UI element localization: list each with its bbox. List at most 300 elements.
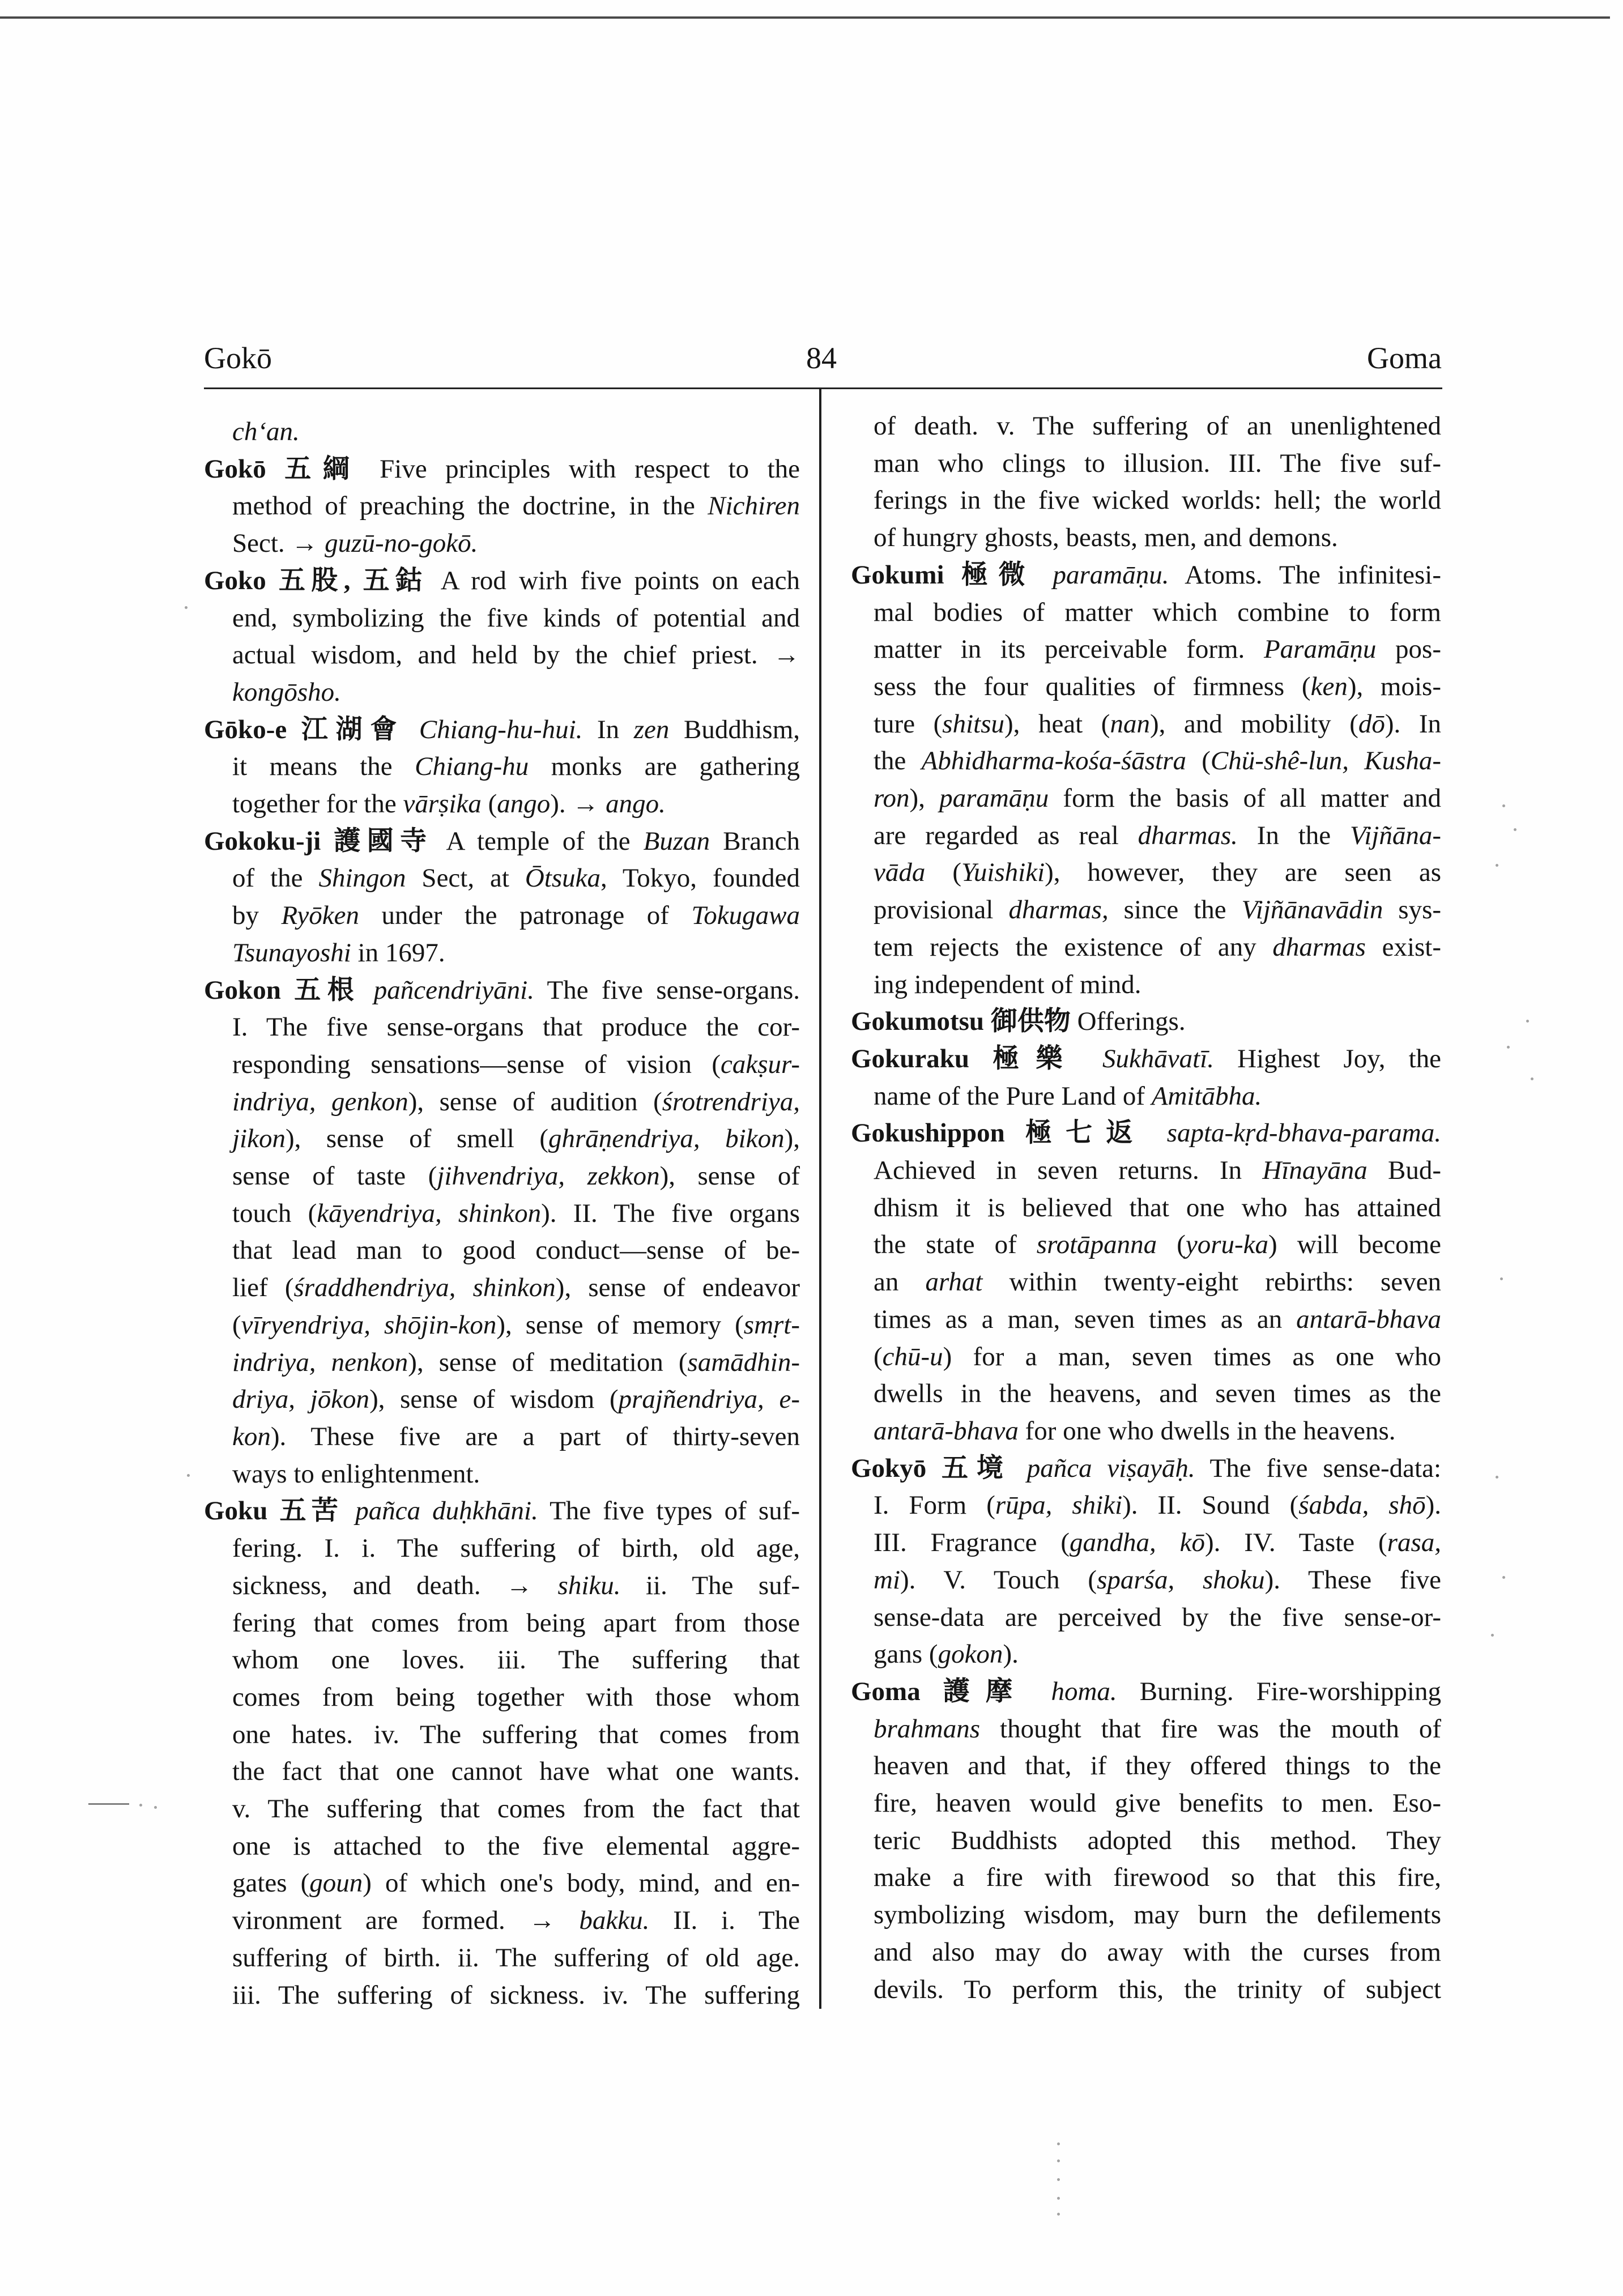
headword: Gokushippon	[851, 1118, 1025, 1148]
text-run: matter in its perceivable form.	[874, 634, 1264, 664]
text-line	[874, 1487, 1441, 1524]
scan-speck	[1526, 1020, 1529, 1023]
headword-kanji: 五根	[294, 975, 374, 1005]
text-run: ). →	[550, 789, 606, 819]
text-run: in 1697.	[351, 938, 445, 968]
text-line	[874, 1339, 1441, 1376]
text-line	[232, 637, 800, 674]
text-line	[204, 823, 800, 861]
text-run: monks are gathering	[529, 752, 800, 782]
italic-term: vāda	[874, 858, 926, 888]
text-run: (	[232, 1310, 241, 1340]
italic-term: Yuishiki	[961, 858, 1045, 888]
text-run: fering. I. i. The suffering of birth, old age,	[232, 1533, 800, 1564]
dictionary-entry	[851, 1450, 1441, 1673]
text-line	[874, 817, 1441, 855]
italic-term: jikon	[232, 1124, 286, 1154]
italic-term: driya, jōkon	[232, 1385, 370, 1415]
text-run: exist-	[1365, 932, 1442, 962]
italic-term: jihvendriya, zekkon	[437, 1161, 660, 1191]
text-line	[874, 1934, 1441, 1971]
headword-kanji: 極樂	[992, 1043, 1102, 1074]
text-line	[232, 414, 800, 451]
italic-term: paramāṇu	[939, 783, 1049, 813]
italic-term: Ōtsuka	[525, 863, 601, 893]
headword: Goku	[204, 1496, 280, 1526]
scan-speck	[1057, 2197, 1060, 2200]
text-run: Sect. →	[232, 529, 325, 559]
italic-term: ango	[497, 789, 551, 819]
text-run: thought that fire was the mouth of	[980, 1714, 1441, 1744]
italic-term: mi	[874, 1565, 900, 1595]
text-run: provisional	[874, 895, 1009, 925]
italic-term: Chiang-hu-hui.	[419, 714, 583, 744]
text-line	[232, 1605, 800, 1642]
italic-term: Ryōken	[281, 901, 359, 931]
italic-term: sparśa, shoku	[1097, 1565, 1265, 1595]
text-line	[851, 1115, 1441, 1152]
italic-term: antarā-bhava	[1296, 1304, 1441, 1334]
text-run: fire, heaven would give benefits to men. Eso-	[874, 1788, 1441, 1818]
italic-term: śrotrendriya,	[662, 1087, 800, 1117]
text-run: end, symbolizing the five kinds of potential and	[232, 603, 800, 633]
italic-term: prajñendriya, e-	[618, 1385, 800, 1415]
scan-speck	[1057, 2213, 1060, 2216]
text-line	[874, 1264, 1441, 1301]
headword: Gōko-e	[204, 714, 301, 744]
text-line	[232, 1419, 800, 1456]
text-run: v. The suffering that comes from the fact that	[232, 1794, 800, 1824]
scan-speck	[1496, 1476, 1498, 1479]
italic-term: Buzan	[643, 826, 710, 856]
text-run: In	[582, 714, 634, 744]
text-run: Sect, at	[406, 863, 525, 893]
scan-speck	[1502, 1576, 1505, 1579]
text-line	[232, 1530, 800, 1567]
scan-speck	[139, 1804, 142, 1807]
text-run: gans (	[874, 1639, 938, 1669]
italic-term: brahmans	[874, 1714, 981, 1744]
page-number: 84	[806, 341, 837, 375]
text-run: ), heat (	[1004, 709, 1110, 739]
scan-speck	[185, 606, 188, 609]
text-line	[204, 1493, 800, 1530]
italic-term: chʻan.	[232, 417, 300, 446]
dictionary-entry	[851, 1041, 1441, 1115]
text-run: ),	[784, 1124, 800, 1154]
text-run: ways to enlightenment.	[232, 1459, 480, 1489]
text-run: make a fire with firewood so that this fire,	[874, 1863, 1441, 1893]
entry-continuation	[204, 414, 800, 451]
text-run: the state of	[874, 1230, 1037, 1260]
text-run: sense-data are perceived by the five sense-or-	[874, 1602, 1441, 1632]
text-run: Buddhism,	[669, 714, 800, 744]
text-line	[874, 706, 1441, 743]
italic-term: vārṣika	[403, 789, 482, 819]
text-line	[232, 1642, 800, 1679]
italic-term: arhat	[925, 1267, 983, 1297]
text-run: heaven and that, if they offered things to the	[874, 1751, 1441, 1781]
headword: Goko	[204, 565, 279, 595]
text-line	[232, 1232, 800, 1270]
text-run: I. The five sense-organs that produce the cor-	[232, 1012, 800, 1042]
italic-term: pañca duḥkhāni.	[355, 1496, 538, 1526]
text-run: Five principles with respect to the	[380, 454, 800, 484]
text-line	[851, 1041, 1441, 1078]
headword-kanji: 五苦	[279, 1496, 356, 1526]
text-run: it means the	[232, 752, 415, 782]
dictionary-entry	[851, 1673, 1441, 2008]
text-run: ),	[909, 783, 940, 813]
text-run: Offerings.	[1077, 1007, 1186, 1037]
text-line	[874, 1599, 1441, 1637]
text-run: an	[874, 1267, 926, 1297]
italic-term: śraddhendriya, shinkon	[293, 1273, 556, 1303]
italic-term: Chiang-hu	[415, 752, 529, 782]
text-line	[874, 519, 1441, 557]
text-run: of the	[232, 863, 319, 893]
text-run: mal bodies of matter which combine to form	[874, 597, 1441, 627]
headword-kanji: 江湖會	[301, 714, 419, 744]
italic-term: dharmas	[1272, 932, 1366, 962]
text-line	[851, 1673, 1441, 1711]
text-run: In the	[1237, 820, 1350, 850]
text-run: Highest Joy, the	[1214, 1043, 1441, 1074]
text-line	[874, 1078, 1441, 1115]
italic-term: śabda, shō	[1298, 1490, 1426, 1520]
text-run: suffering of birth. ii. The suffering of old age.	[232, 1943, 800, 1973]
dictionary-entry	[204, 1493, 800, 2014]
text-run: the fact that one cannot have what one wants.	[232, 1757, 800, 1787]
text-line	[874, 631, 1441, 668]
text-run: Achieved in seven returns. In	[874, 1156, 1263, 1186]
headword: Gokoku-ji	[204, 826, 334, 856]
text-run: (	[481, 789, 497, 819]
column-right	[851, 408, 1441, 2008]
text-run: ), sense of audition (	[408, 1087, 662, 1117]
text-run: are regarded as real	[874, 820, 1138, 850]
italic-term: vīryendriya, shōjin-kon	[241, 1310, 497, 1340]
scan-speck	[1500, 1277, 1503, 1280]
text-line	[232, 1977, 800, 2014]
text-line	[232, 1046, 800, 1084]
text-line	[874, 1152, 1441, 1190]
text-run: ), sense of meditation (	[408, 1347, 688, 1377]
headword: Goma	[851, 1676, 943, 1706]
text-line	[232, 1270, 800, 1307]
text-run: ), sense of smell (	[285, 1124, 549, 1154]
italic-term: shiku.	[557, 1570, 621, 1600]
italic-term: srotāpanna	[1036, 1230, 1157, 1260]
headword-kanji: 護國寺	[334, 826, 446, 856]
italic-term: gokon	[938, 1639, 1003, 1669]
text-line	[874, 854, 1441, 892]
text-run: ). V. Touch (	[900, 1565, 1097, 1595]
text-line	[232, 1567, 800, 1605]
italic-term: ron	[874, 783, 910, 813]
headword-kanji: 極七返	[1025, 1118, 1167, 1148]
italic-term: rūpa, shiki	[995, 1490, 1123, 1520]
text-run: for one who dwells in the heavens.	[1018, 1416, 1396, 1446]
text-run: within twenty-eight rebirths: seven	[982, 1267, 1441, 1297]
dictionary-entry	[851, 1003, 1441, 1041]
text-line	[851, 557, 1441, 594]
italic-term: sapta-kṛd-bhava-parama.	[1166, 1118, 1441, 1148]
text-line	[232, 1158, 800, 1195]
text-run: times as a man, seven times as an	[874, 1304, 1297, 1334]
text-line	[874, 408, 1441, 445]
italic-term: zen	[633, 714, 670, 744]
italic-term: pañcendriyāni.	[373, 975, 534, 1005]
dictionary-entry	[204, 712, 800, 823]
italic-term: kon	[232, 1421, 271, 1451]
text-line	[874, 1524, 1441, 1562]
text-run: ), however, they are seen as	[1045, 858, 1442, 888]
text-line	[232, 1307, 800, 1344]
text-line	[874, 1375, 1441, 1413]
dictionary-entry	[204, 823, 800, 972]
text-run: of hungry ghosts, beasts, men, and demons.	[874, 523, 1338, 553]
column-divider	[819, 387, 821, 2009]
text-run: Bud-	[1367, 1156, 1441, 1186]
text-run: sense of taste (	[232, 1161, 437, 1191]
text-run: (	[874, 1341, 883, 1371]
text-line	[874, 1190, 1441, 1227]
text-line	[232, 1865, 800, 1902]
text-line	[232, 860, 800, 897]
scan-speck	[1496, 864, 1498, 867]
text-line	[204, 451, 800, 488]
text-run: ).	[1425, 1490, 1441, 1520]
text-run: ). These five	[1264, 1565, 1441, 1595]
italic-term: guzū-no-gokō.	[325, 529, 478, 559]
italic-term: Amitābha.	[1151, 1081, 1262, 1111]
italic-term: dharmas,	[1008, 895, 1109, 925]
text-line	[232, 748, 800, 786]
text-line	[874, 1413, 1441, 1450]
text-run: actual wisdom, and held by the chief priest. →	[232, 640, 800, 670]
italic-term: rasa,	[1387, 1528, 1441, 1558]
scan-speck	[1491, 1634, 1494, 1637]
text-run: ), mois-	[1347, 671, 1441, 701]
italic-term: cakṣur-	[720, 1049, 800, 1079]
text-line	[874, 1897, 1441, 1934]
text-line	[874, 1226, 1441, 1264]
scan-speck	[1057, 2159, 1060, 2162]
text-line	[232, 786, 800, 823]
text-run: devils. To perform this, the trinity of subject	[874, 1974, 1441, 2004]
text-run: III. Fragrance (	[874, 1528, 1070, 1558]
text-run: under the patronage of	[359, 901, 692, 931]
text-line	[232, 897, 800, 935]
scan-speck	[1514, 828, 1516, 831]
dictionary-entry	[204, 451, 800, 563]
scan-mark	[88, 1803, 129, 1805]
text-run: ), sense of endeavor	[555, 1273, 800, 1303]
text-line	[232, 674, 800, 712]
text-line	[232, 1940, 800, 1977]
dictionary-entry	[204, 972, 800, 1493]
text-line	[232, 600, 800, 637]
text-run: (	[1157, 1230, 1186, 1260]
headword-kanji: 御供物	[990, 1007, 1077, 1037]
scan-speck	[1502, 804, 1505, 807]
text-line	[204, 972, 800, 1009]
scan-speck	[154, 1806, 157, 1809]
text-line	[874, 1748, 1441, 1785]
text-run: one hates. iv. The suffering that comes from	[232, 1719, 800, 1749]
text-run: and also may do away with the curses from	[874, 1937, 1441, 1967]
italic-term: Nichiren	[708, 491, 800, 521]
scan-speck	[1057, 2142, 1060, 2145]
italic-term: dharmas.	[1138, 820, 1238, 850]
text-run: II. i. The	[649, 1906, 800, 1936]
text-run: whom one loves. iii. The suffering that	[232, 1645, 800, 1675]
headword-kanji: 極微	[961, 560, 1053, 590]
text-run: Branch	[710, 826, 800, 856]
headword: Gokumotsu	[851, 1007, 991, 1037]
italic-term: gandha, kō	[1070, 1528, 1205, 1558]
text-run: dhism it is believed that one who has attained	[874, 1192, 1441, 1222]
text-line	[874, 929, 1441, 966]
headword-kanji: 五綱	[284, 454, 380, 484]
text-line	[874, 780, 1441, 817]
text-run: fering that comes from being apart from those	[232, 1608, 800, 1638]
text-run: ing independent of mind.	[874, 969, 1141, 999]
text-line	[874, 594, 1441, 632]
italic-term: Tsunayoshi	[232, 938, 351, 968]
text-line	[232, 525, 800, 563]
text-run: teric Buddhists adopted this method. They	[874, 1825, 1441, 1855]
text-line	[874, 743, 1441, 780]
text-run: responding sensations—sense of vision (	[232, 1049, 721, 1079]
headword: Gokyō	[851, 1453, 942, 1483]
entry-continuation	[851, 408, 1441, 557]
text-line	[204, 712, 800, 749]
text-run: of death. v. The suffering of an unenlightened	[874, 411, 1441, 441]
column-left	[204, 414, 800, 2014]
italic-term: ghrāṇendriya, bikon	[548, 1124, 785, 1154]
headword-kanji: 五境	[941, 1453, 1027, 1483]
text-line	[874, 1859, 1441, 1897]
headword: Gokuraku	[851, 1043, 993, 1074]
headword: Gokō	[204, 454, 285, 484]
text-line	[232, 1381, 800, 1419]
dictionary-entry	[204, 563, 800, 712]
scan-speck	[187, 1474, 190, 1477]
text-line	[851, 1450, 1441, 1488]
text-run: A rod wirh five points on each	[440, 565, 800, 595]
text-run: ). II. Sound (	[1122, 1490, 1299, 1520]
text-line	[232, 1902, 800, 1940]
text-line	[232, 1195, 800, 1233]
text-run: ferings in the five wicked worlds: hell; the world	[874, 485, 1441, 516]
text-run: vironment are formed. →	[232, 1906, 580, 1936]
text-line	[874, 445, 1441, 483]
italic-term: shitsu	[942, 709, 1004, 739]
italic-term: Abhidharma-kośa-śāstra	[921, 746, 1187, 776]
text-run: method of preaching the doctrine, in the	[232, 491, 708, 521]
text-line	[232, 1084, 800, 1121]
text-run: that lead man to good conduct—sense of be-	[232, 1236, 800, 1266]
italic-term: chū-u	[882, 1341, 943, 1371]
text-run: together for the	[232, 789, 403, 819]
italic-term: Paramāṇu	[1263, 634, 1377, 664]
header-rule	[204, 387, 1442, 389]
text-run: ). These five are a part of thirty-seven	[270, 1421, 800, 1451]
italic-term: goun	[309, 1868, 363, 1898]
text-line	[874, 1971, 1441, 2009]
italic-term: Hīnayāna	[1262, 1156, 1368, 1186]
text-line	[874, 1636, 1441, 1673]
text-run: A temple of the	[446, 826, 644, 856]
text-run: pos-	[1376, 634, 1441, 664]
text-line	[232, 1716, 800, 1754]
text-run: symbolizing wisdom, may burn the defilements	[874, 1900, 1441, 1930]
text-run: dwells in the heavens, and seven times as the	[874, 1379, 1441, 1409]
running-head-left: Gokō	[204, 341, 272, 375]
italic-term: Shingon	[318, 863, 406, 893]
text-run: ), and mobility (	[1149, 709, 1358, 739]
headword-kanji: 五股, 五鈷	[278, 565, 441, 595]
text-line	[232, 488, 800, 525]
text-line	[874, 892, 1441, 929]
text-run: since the	[1108, 895, 1242, 925]
italic-term: Vijñānavādin	[1241, 895, 1383, 925]
text-run: , Tokyo, founded	[600, 863, 800, 893]
italic-term: Tokugawa	[691, 901, 800, 931]
dictionary-entry	[851, 1115, 1441, 1450]
text-run: ). II. The five organs	[541, 1198, 800, 1228]
text-run: form the basis of all matter and	[1049, 783, 1441, 813]
italic-term: samādhin-	[687, 1347, 800, 1377]
text-line	[232, 1828, 800, 1865]
text-run: ). IV. Taste (	[1205, 1528, 1387, 1558]
text-line	[851, 1003, 1441, 1041]
italic-term: homa.	[1051, 1676, 1117, 1706]
text-run: ), sense of wisdom (	[369, 1385, 619, 1415]
scan-speck	[1531, 1077, 1533, 1080]
text-run: tem rejects the existence of any	[874, 932, 1273, 962]
text-run: comes from being together with those whom	[232, 1682, 800, 1712]
italic-term: nan	[1110, 709, 1150, 739]
text-run: the	[874, 746, 922, 776]
text-run: ) will become	[1268, 1230, 1442, 1260]
text-run: ), sense of memory (	[496, 1310, 744, 1340]
text-run: one is attached to the five elemental aggre-	[232, 1831, 800, 1861]
text-line	[874, 966, 1441, 1004]
text-run: The five sense-organs.	[534, 975, 800, 1005]
text-line	[232, 1456, 800, 1493]
italic-term: Chü-shê-lun, Kusha-	[1210, 746, 1442, 776]
italic-term: smṛt-	[743, 1310, 800, 1340]
text-line	[232, 935, 800, 972]
text-run: sess the four qualities of firmness (	[874, 671, 1311, 701]
headword: Gokon	[204, 975, 295, 1005]
italic-term: paramāṇu.	[1053, 560, 1169, 590]
text-line	[232, 1753, 800, 1791]
text-line	[232, 1344, 800, 1382]
text-run: ) for a man, seven times as one who	[943, 1341, 1441, 1371]
text-run: touch (	[232, 1198, 317, 1228]
text-run: man who clings to illusion. III. The five suf-	[874, 448, 1441, 478]
text-run: ture (	[874, 709, 943, 739]
text-line	[874, 1301, 1441, 1339]
text-run: Atoms. The infinitesi-	[1169, 560, 1442, 590]
text-run: Burning. Fire-worshipping	[1117, 1676, 1441, 1706]
italic-term: ango.	[606, 789, 666, 819]
text-line	[874, 1822, 1441, 1860]
